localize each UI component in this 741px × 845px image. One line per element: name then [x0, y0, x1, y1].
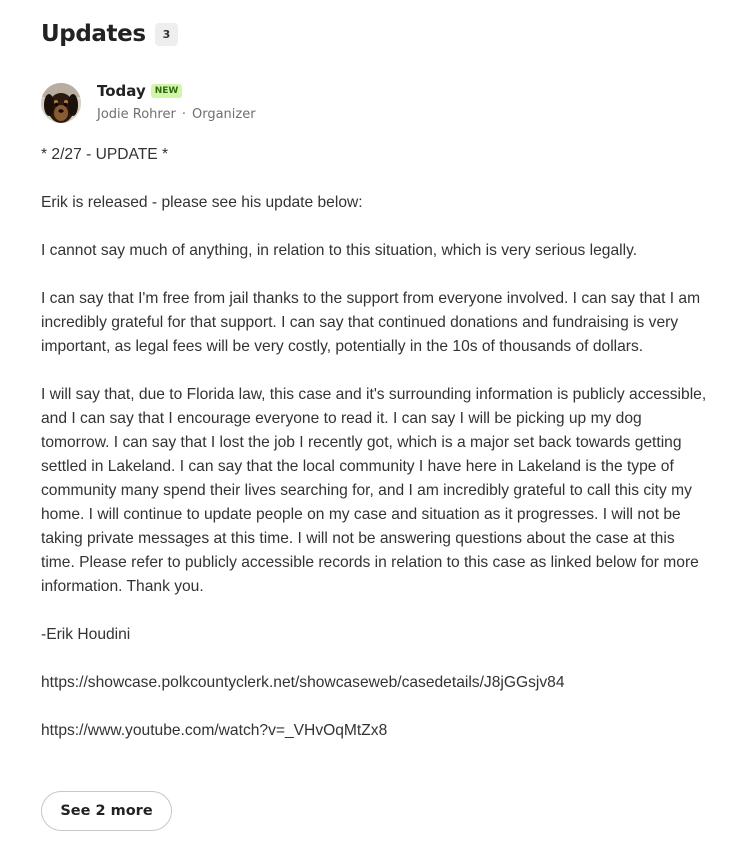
video-link: https://www.youtube.com/watch?v=_VHvOqMtZx8	[41, 722, 388, 739]
dog-avatar-icon	[41, 83, 81, 123]
update-date: Today	[97, 82, 146, 100]
update-count-badge: 3	[155, 23, 179, 46]
update-body	[41, 143, 711, 743]
case-link: https://showcase.polkcountyclerk.net/showcaseweb/casedetails/J8jGGsjv84	[41, 674, 565, 691]
update-paragraph: I can say that I'm free from jail thanks to the support from everyone involved. I can say that I am incredibly grateful for that support. I can say that continued donations and fundraising is very important, as legal fees will be very costly, potentially in the 10s of thousands of dollars.	[41, 290, 701, 355]
updates-header	[41, 19, 178, 49]
update-signature: -Erik Houdini	[41, 626, 131, 643]
see-more-button[interactable]: See 2 more	[41, 791, 172, 831]
section-title: Updates	[41, 21, 146, 47]
update-paragraph: Erik is released - please see his update below:	[41, 194, 363, 211]
author-name: Jodie Rohrer	[97, 107, 176, 122]
meta-separator: ·	[181, 107, 186, 122]
new-badge: NEW	[151, 84, 183, 98]
author-role: Organizer	[191, 107, 256, 122]
update-meta	[97, 80, 256, 124]
update-paragraph: I will say that, due to Florida law, this case and it's surrounding information is publicly accessible, and I can say that I encourage everyone to read it. I can say I will be picking up my dog tomorrow. I can say that I lost the job I recently got, which is a major set back towards getting settled in Lakeland. I can say that the local community I have here in Lakeland is the type of community many spend their lives searching for, and I am incredibly grateful to call this city my home. I will continue to update people on my case and situation as it progresses. I will not be taking private messages at this time. I will not be answering questions about the case at this time. Please refer to publicly accessible records in relation to this case as linked below for more information. Thank you.	[41, 386, 707, 595]
update-author-line	[97, 106, 256, 124]
update-heading-line: * 2/27 - UPDATE *	[41, 146, 169, 163]
update-paragraph: I cannot say much of anything, in relation to this situation, which is very serious legally.	[41, 242, 638, 259]
update-meta-top	[97, 80, 256, 102]
